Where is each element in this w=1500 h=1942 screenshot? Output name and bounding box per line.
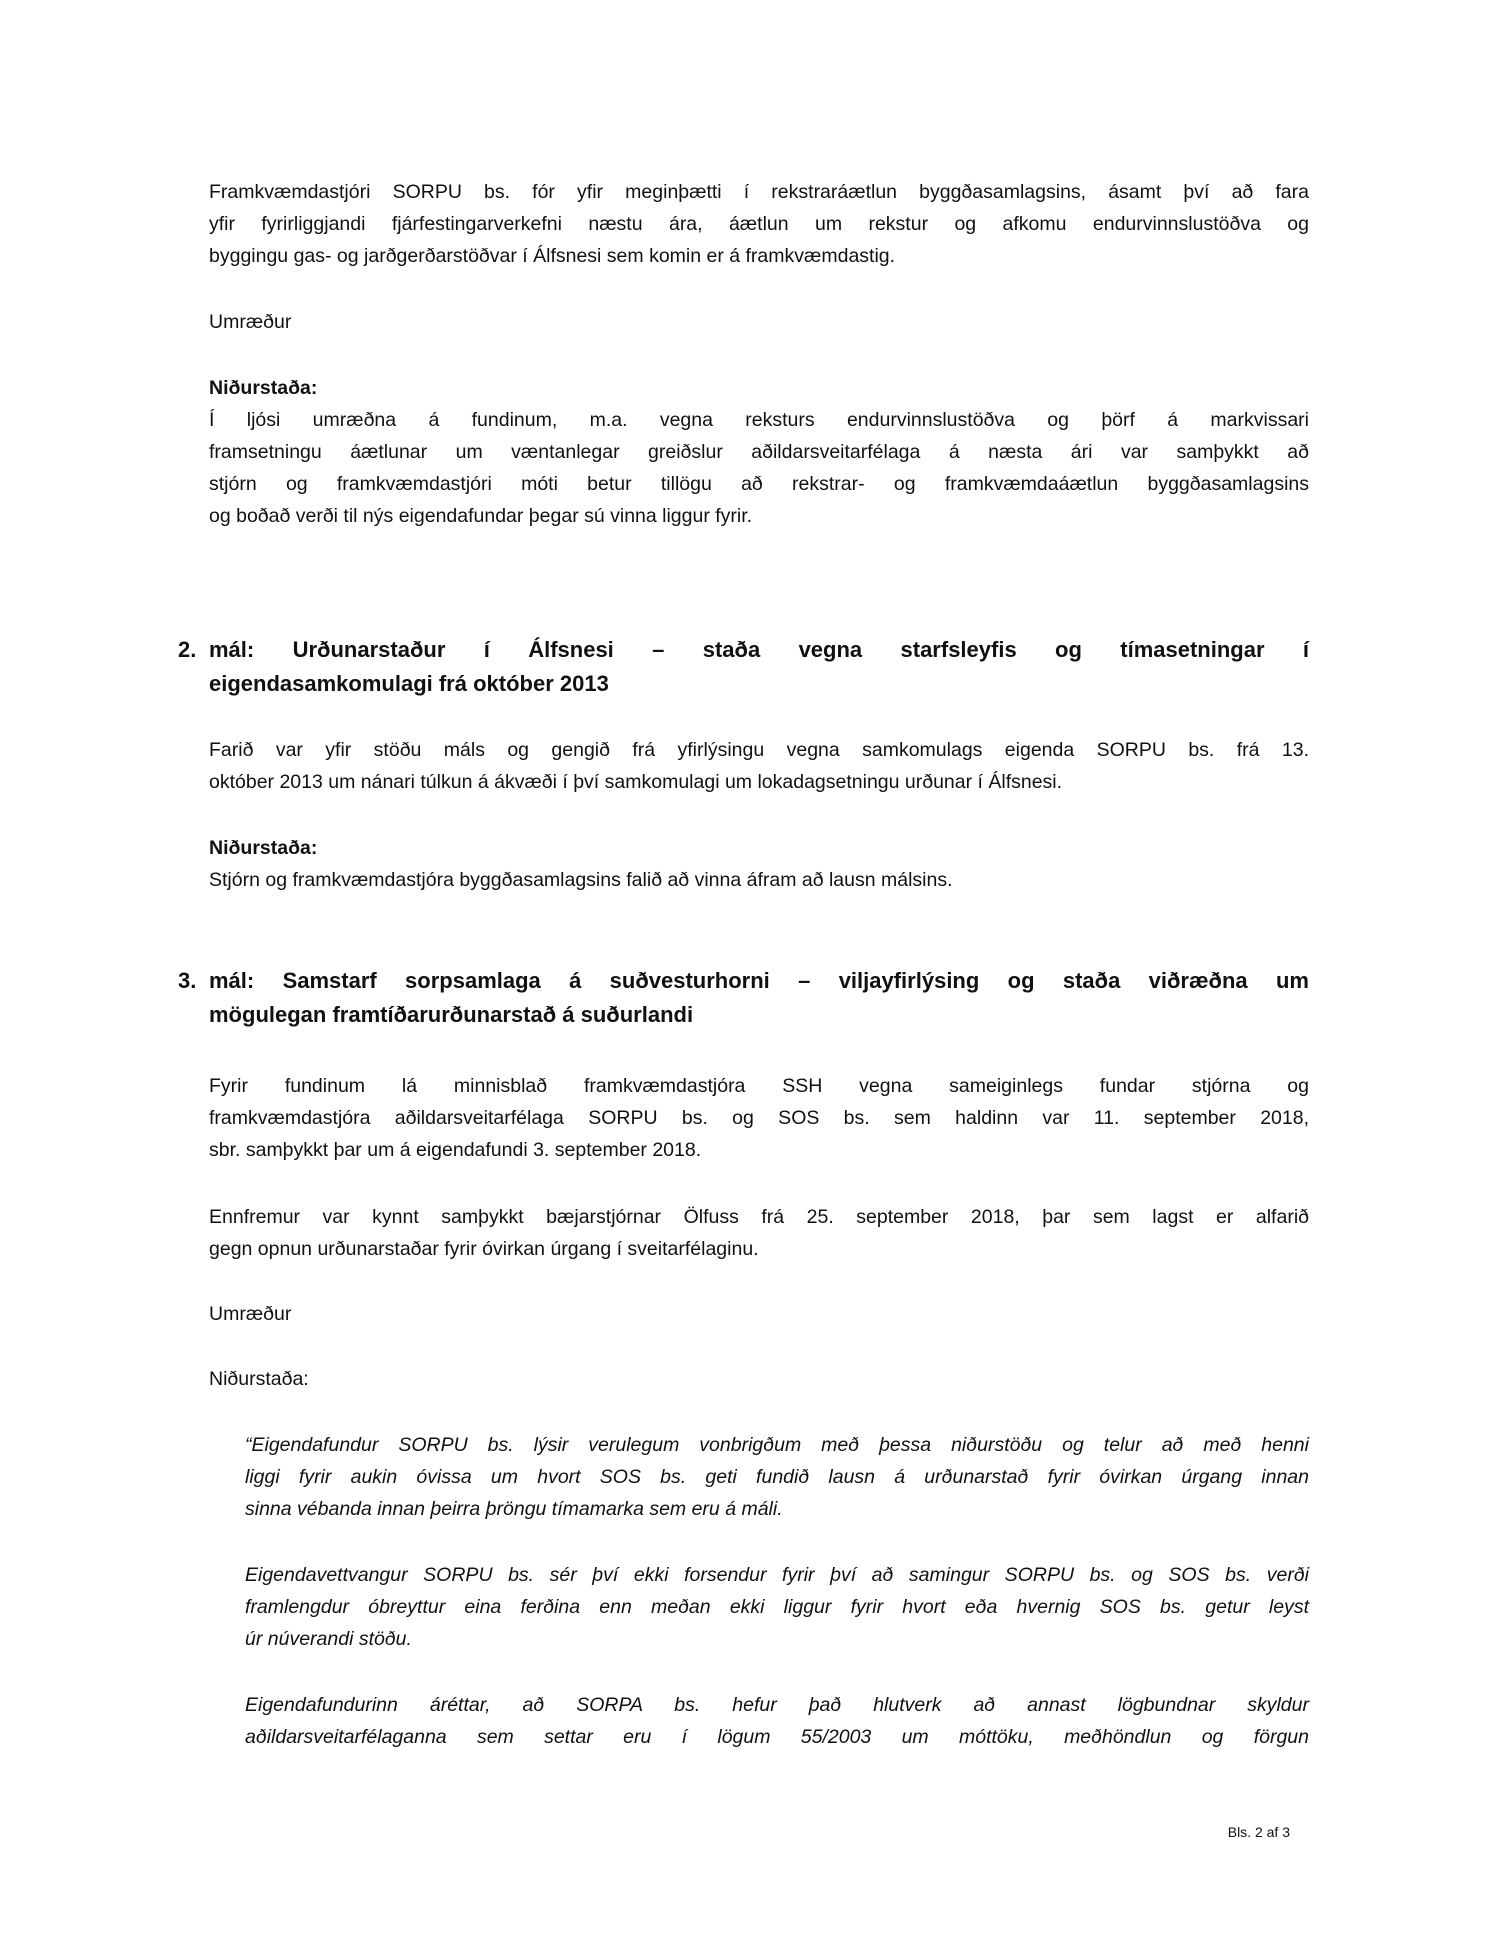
item1-result <box>209 372 1309 532</box>
item3-heading <box>178 964 1309 1032</box>
item3-body1 <box>209 1070 1309 1166</box>
text-line: framlengdur óbreyttur eina ferðina enn meðan ekki liggur fyrir hvort eða hvernig SOS bs. getur leyst <box>245 1596 1309 1618</box>
quote-paragraph-1 <box>245 1429 1309 1525</box>
item-number: 2. <box>178 637 197 662</box>
text-line: liggi fyrir aukin óvissa um hvort SOS bs. geti fundið lausn á urðunarstað fyrir óvirkan úrgang innan <box>245 1466 1309 1488</box>
text-line: Fyrir fundinum lá minnisblað framkvæmdastjóra SSH vegna sameiginlegs fundar stjórna og <box>209 1075 1309 1097</box>
text-line: sinna vébanda innan þeirra þröngu tímamarka sem eru á máli. <box>245 1498 783 1520</box>
text-line: Farið var yfir stöðu máls og gengið frá yfirlýsingu vegna samkomulags eigenda SORPU bs. frá 13. <box>209 739 1309 761</box>
page-number: Bls. 2 af 3 <box>1227 1824 1290 1840</box>
item1-intro <box>209 176 1309 272</box>
text-line: Í ljósi umræðna á fundinum, m.a. vegna reksturs endurvinnslustöðva og þörf á markvissari <box>209 409 1309 431</box>
text-line: gegn opnun urðunarstaðar fyrir óvirkan úrgang í sveitarfélaginu. <box>209 1238 759 1260</box>
heading-line: mál: Urðunarstaður í Álfsnesi – staða vegna starfsleyfis og tímasetningar í <box>209 637 1309 662</box>
quote-paragraph-2 <box>245 1559 1309 1655</box>
text-line: framkvæmdastjóra aðildarsveitarfélaga SORPU bs. og SOS bs. sem haldinn var 11. september 2018, <box>209 1107 1309 1129</box>
text-line: framsetningu áætlunar um væntanlegar greiðslur aðildarsveitarfélaga á næsta ári var samþykkt að <box>209 441 1309 463</box>
item3-discussion <box>209 1298 1309 1330</box>
result-label: Niðurstaða: <box>209 377 318 399</box>
quote-paragraph-3 <box>245 1689 1309 1753</box>
text-line: og boðað verði til nýs eigendafundar þegar sú vinna liggur fyrir. <box>209 505 753 527</box>
text-line: yfir fyrirliggjandi fjárfestingarverkefni næstu ára, áætlun um rekstur og afkomu endurvinnslustöðva og <box>209 213 1309 235</box>
item-number: 3. <box>178 968 197 993</box>
text-line: sbr. samþykkt þar um á eigendafundi 3. september 2018. <box>209 1139 702 1161</box>
text-line: Umræður <box>209 311 292 333</box>
text-line: Umræður <box>209 1303 292 1325</box>
result-label: Niðurstaða: <box>209 1368 309 1390</box>
item2-result <box>209 832 1309 896</box>
text-line: “Eigendafundur SORPU bs. lýsir verulegum vonbrigðum með þessa niðurstöðu og telur að með henni <box>245 1434 1309 1456</box>
heading-line: eigendasamkomulagi frá október 2013 <box>209 671 609 696</box>
item2-heading <box>178 633 1309 701</box>
item1-discussion <box>209 306 1309 338</box>
heading-line: mál: Samstarf sorpsamlaga á suðvesturhorni – viljayfirlýsing og staða viðræðna um <box>209 968 1309 993</box>
text-line: október 2013 um nánari túlkun á ákvæði í því samkomulagi um lokadagsetningu urðunar í Álfsnesi. <box>209 771 1063 793</box>
text-line: byggingu gas- og jarðgerðarstöðvar í Álfsnesi sem komin er á framkvæmdastig. <box>209 245 896 267</box>
item2-body <box>209 734 1309 798</box>
text-line: Eigendafundurinn áréttar, að SORPA bs. hefur það hlutverk að annast lögbundnar skyldur <box>245 1694 1309 1716</box>
item3-result-label <box>209 1363 1309 1395</box>
item3-body2 <box>209 1201 1309 1265</box>
result-label: Niðurstaða: <box>209 837 318 859</box>
text-line: stjórn og framkvæmdastjóri móti betur tillögu að rekstrar- og framkvæmdaáætlun byggðasamlagsins <box>209 473 1309 495</box>
text-line: Stjórn og framkvæmdastjóra byggðasamlagsins falið að vinna áfram að lausn málsins. <box>209 869 953 891</box>
text-line: úr núverandi stöðu. <box>245 1628 412 1650</box>
text-line: aðildarsveitarfélaganna sem settar eru í lögum 55/2003 um móttöku, meðhöndlun og förgun <box>245 1726 1309 1748</box>
heading-line: mögulegan framtíðarurðunarstað á suðurlandi <box>209 1002 694 1027</box>
text-line: Eigendavettvangur SORPU bs. sér því ekki forsendur fyrir því að samingur SORPU bs. og SOS bs. verði <box>245 1564 1309 1586</box>
text-line: Ennfremur var kynnt samþykkt bæjarstjórnar Ölfuss frá 25. september 2018, þar sem lagst er alfarið <box>209 1206 1309 1228</box>
text-line: Framkvæmdastjóri SORPU bs. fór yfir meginþætti í rekstraráætlun byggðasamlagsins, ásamt því að fara <box>209 181 1309 203</box>
